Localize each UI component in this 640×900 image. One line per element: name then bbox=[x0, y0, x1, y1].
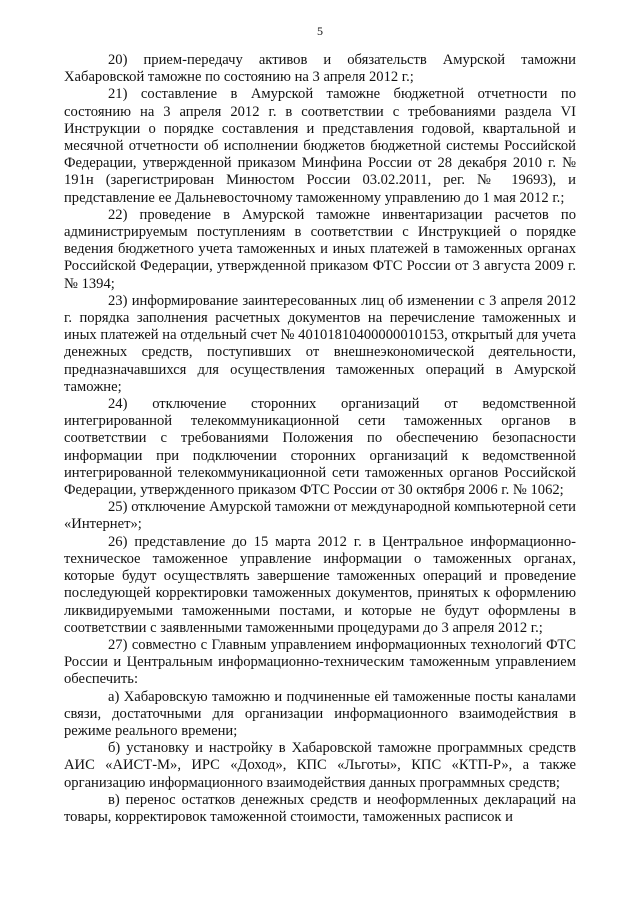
paragraph-item-22: 22) проведение в Амурской таможне инвентаризации расчетов по администрируемым поступлениям в соответствии с Инструкцией о порядке ведения бюджетного учета таможенных и иных платежей в таможенных органах Российской Федерации, утвержденной приказом ФТС России от 3 августа 2009 г. № 1394; bbox=[64, 206, 576, 292]
paragraph-item-26: 26) представление до 15 марта 2012 г. в Центральное информационно-техническое таможенное управление информации о таможенных органах, которые будут осуществлять завершение таможенных операций и проведение последующей корректировки таможенных документов, принятых к оформлению ликвидируемыми таможенными постами, и которые не будут оформлены в соответствии с заявленными таможенными процедурами до 3 апреля 2012 г.; bbox=[64, 533, 576, 636]
paragraph-item-25: 25) отключение Амурской таможни от международной компьютерной сети «Интернет»; bbox=[64, 499, 576, 533]
subitem-v: в) перенос остатков денежных средств и неоформленных деклараций на товары, корректировок таможенной стоимости, таможенных расписок и bbox=[64, 791, 576, 825]
document-body bbox=[64, 52, 576, 826]
subitem-a: а) Хабаровскую таможню и подчиненные ей таможенные посты каналами связи, достаточными для организации информационного взаимодействия в режиме реального времени; bbox=[64, 688, 576, 739]
subitem-b: б) установку и настройку в Хабаровской таможне программных средств АИС «АИСТ-М», ИРС «Доход», КПС «Льготы», КПС «КТП-Р», а также организацию информационного взаимодействия данных программных средств; bbox=[64, 740, 576, 791]
paragraph-item-21: 21) составление в Амурской таможне бюджетной отчетности по состоянию на 3 апреля 2012 г. в соответствии с требованиями раздела VI Инструкции о порядке составления и представления годовой, квартальной и месячной отчетности об исполнении бюджетов бюджетной системы Российской Федерации, утвержденной приказом Минфина России от 28 декабря 2010 г. № 191н (зарегистрирован Минюстом России 03.02.2011, рег. № 19693), и представление ее Дальневосточному таможенному управлению до 1 мая 2012 г.; bbox=[64, 86, 576, 206]
paragraph-item-24: 24) отключение сторонних организаций от ведомственной интегрированной телекоммуникационной сети таможенных органов в соответствии с требованиями Положения по обеспечению безопасности информации при подключении сторонних организаций к ведомственной интегрированной телекоммуникационной сети таможенных органов Российской Федерации, утвержденного приказом ФТС России от 30 октября 2006 г. № 1062; bbox=[64, 396, 576, 499]
paragraph-item-27: 27) совместно с Главным управлением информационных технологий ФТС России и Центральным информационно-техническим таможенным управлением обеспечить: bbox=[64, 636, 576, 688]
page-number: 5 bbox=[317, 24, 323, 38]
paragraph-item-23: 23) информирование заинтересованных лиц об изменении с 3 апреля 2012 г. порядка заполнения расчетных документов на перечисление таможенных и иных платежей на отдельный счет № 40101810400000010153, открытый для учета денежных средств, поступивших от внешнеэкономической деятельности, предназначавшихся для осуществления таможенных операций в Амурской таможне; bbox=[64, 292, 576, 395]
paragraph-item-20: 20) прием-передачу активов и обязательств Амурской таможни Хабаровской таможне по состоянию на 3 апреля 2012 г.; bbox=[64, 52, 576, 86]
